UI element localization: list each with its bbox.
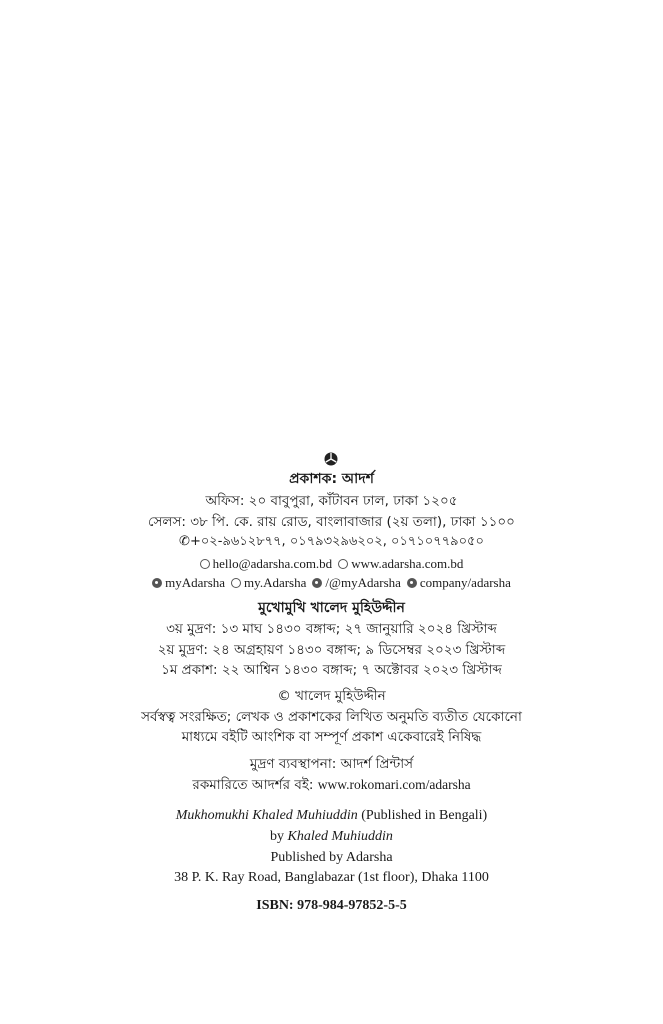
- linkedin-icon: [407, 578, 417, 588]
- instagram-icon: [231, 578, 241, 588]
- phone-icon: ✆: [179, 534, 190, 549]
- rokomari-link[interactable]: www.rokomari.com/adarsha: [317, 777, 471, 792]
- youtube-handle[interactable]: /@myAdarsha: [325, 575, 401, 590]
- english-title: Mukhomukhi Khaled Muhiuddin: [175, 808, 358, 823]
- instagram-handle[interactable]: my.Adarsha: [244, 575, 307, 590]
- rights-notice-2: মাধ্যমে বইটি আংশিক বা সম্পূর্ণ প্রকাশ একেবারেই নিষিদ্ধ: [181, 729, 482, 745]
- phone-numbers: [0, 532, 663, 552]
- adarsha-logo-icon: [324, 452, 338, 466]
- rokomari-label: রকমারিতে আদর্শর বই:: [192, 777, 318, 793]
- social-row: [0, 573, 663, 593]
- book-title: মুখোমুখি খালেদ মুহিউদ্দীন: [258, 600, 405, 616]
- facebook-icon: [152, 578, 162, 588]
- rights-notice-1: সর্বস্বত্ব সংরক্ষিত; লেখক ও প্রকাশকের লিখিত অনুমতি ব্যতীত যেকোনো: [141, 709, 522, 725]
- phone-text: +০২-৯৬১২৮৭৭, ০১৭৯৩২৯৬২০২, ০১৭১০৭৭৯০৫০: [189, 534, 484, 549]
- sales-address: সেলস: ৩৮ পি. কে. রায় রোড, বাংলাবাজার (২য় তলা), ঢাকা ১১০০: [148, 514, 515, 530]
- youtube-icon: [312, 578, 322, 588]
- facebook-handle[interactable]: myAdarsha: [165, 575, 226, 590]
- isbn: ISBN: 978-984-97852-5-5: [256, 898, 407, 913]
- edition-2: ২য় মুদ্রণ: ২৪ অগ্রহায়ণ ১৪৩০ বঙ্গাব্দ; ৯ ডিসেম্বর ২০২৩ খ্রিস্টাব্দ: [157, 642, 506, 658]
- contact-row: [0, 554, 663, 574]
- linkedin-handle[interactable]: company/adarsha: [419, 575, 511, 590]
- english-author: Khaled Muhiuddin: [287, 829, 393, 844]
- website-link[interactable]: www.adarsha.com.bd: [351, 556, 464, 571]
- published-by: Published by Adarsha: [270, 850, 393, 865]
- publisher-label: প্রকাশক: আদর্শ: [289, 471, 374, 487]
- print-management: মুদ্রণ ব্যবস্থাপনা: আদর্শ প্রিন্টার্স: [249, 756, 414, 772]
- copyright-line: © খালেদ মুহিউদ্দীন: [277, 688, 386, 704]
- globe-icon: [338, 559, 348, 569]
- english-title-line: [0, 806, 663, 826]
- rokomari-line: [0, 775, 663, 795]
- english-title-suffix: (Published in Bengali): [357, 808, 488, 823]
- office-address: অফিস: ২০ বাবুপুরা, কাঁটাবন ঢাল, ঢাকা ১২০৫: [205, 493, 458, 509]
- english-address: 38 P. K. Ray Road, Banglabazar (1st floor), Dhaka 1100: [174, 870, 489, 885]
- email-icon: [200, 559, 210, 569]
- email-link[interactable]: hello@adarsha.com.bd: [212, 556, 333, 571]
- edition-3: ৩য় মুদ্রণ: ১৩ মাঘ ১৪৩০ বঙ্গাব্দ; ২৭ জানুয়ারি ২০২৪ খ্রিস্টাব্দ: [166, 621, 497, 637]
- english-author-line: [0, 827, 663, 847]
- edition-1: ১ম প্রকাশ: ২২ আশ্বিন ১৪৩০ বঙ্গাব্দ; ৭ অক্টোবর ২০২৩ খ্রিস্টাব্দ: [161, 662, 502, 678]
- by-prefix: by: [270, 829, 288, 844]
